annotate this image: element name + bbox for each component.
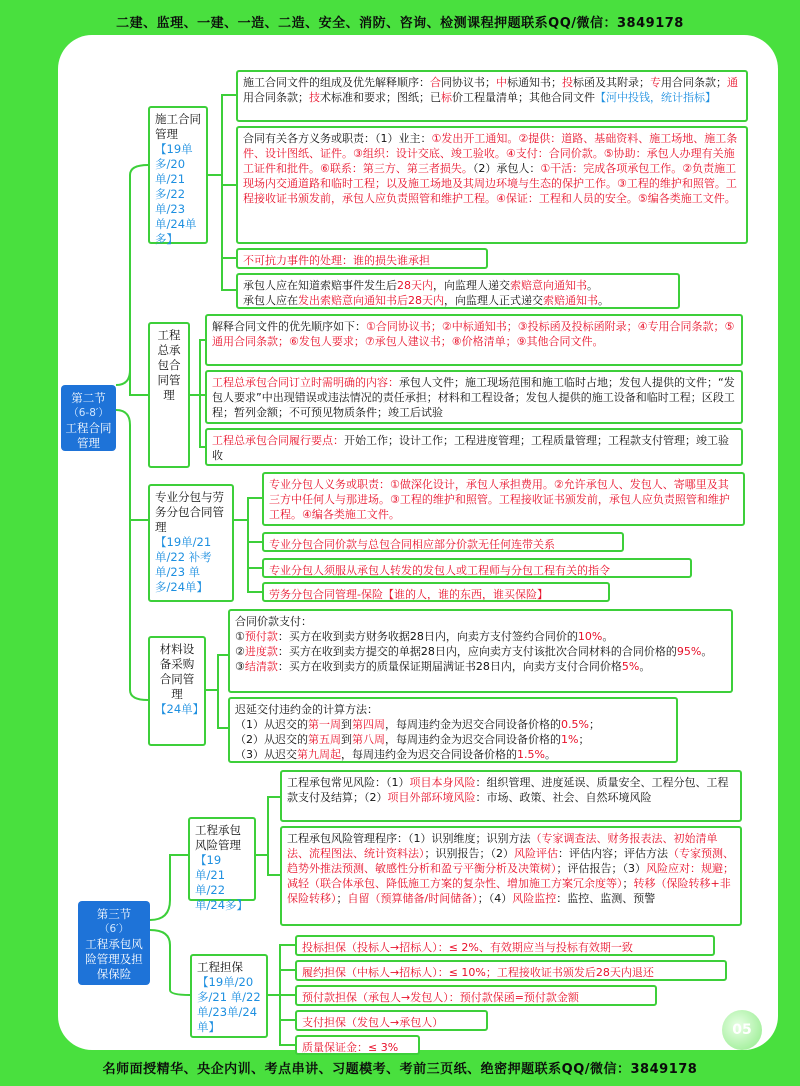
highlight: 第一周 <box>308 718 341 731</box>
node-name: 施工合同管理 <box>155 112 201 141</box>
text: 不可抗力事件的处理：谁的损失谁承担 <box>243 254 430 267</box>
highlight: 发出索赔意向通知书后28天内 <box>298 294 444 307</box>
highlight: 5% <box>621 660 640 673</box>
highlight: （专家调查法、财务报表法、初始清单法、流程图法、统计资料法） <box>287 832 718 860</box>
text: ；识别报告；（2） <box>424 847 514 860</box>
subcontract-node <box>148 484 234 602</box>
highlight: 预付款 <box>244 630 278 643</box>
text: 支付担保（发包人→承包人） <box>302 1016 444 1029</box>
text: 专业分包人须服从承包人转发的发包人或工程师与分包工程有关的指令 <box>269 564 610 577</box>
node-name: 工程担保 <box>197 960 243 974</box>
section-2-name: 工程合同管理 <box>65 421 112 450</box>
page-footer: 名师面授精华、央企内训、考点串讲、习题模考、考前三页纸、绝密押题联系QQ/微信：3849178 <box>102 1062 698 1077</box>
text: （2）从迟交的 <box>235 733 308 746</box>
text: 工程承包风险管理程序：（1）识别维度；识别方法 <box>287 832 531 845</box>
text: ：买方在收到卖方提交的单据28日内，应向卖方支付该批次合同材料的合同价格的 <box>277 645 677 658</box>
highlight: （专家预测、趋势外推法预测、敏感性分析和盈亏平衡分析及决策树） <box>287 847 734 875</box>
payment-line-3 <box>235 659 726 674</box>
engineering-guarantee-node <box>190 954 268 1038</box>
advance-payment-guarantee-box <box>295 985 657 1006</box>
highlight: 第五周 <box>308 733 341 746</box>
text: 到 <box>341 718 352 731</box>
text: ，每周违约金为迟交合同设备价格的 <box>385 718 561 731</box>
epc-doc-order-box <box>205 314 743 366</box>
text: 承包人应在 <box>243 294 298 307</box>
contract-doc-order-box <box>236 70 748 122</box>
text: 承包人文件；施工现场范围和施工临时占地；发包人提供的文件；“发包人要求”中出现错误或违法情况的责任承担；材料和工程设备；发包人提供的施工设备和临时工程；区段工程；暂列金额；不可预见物质条件；竣工后试验 <box>212 376 735 419</box>
text: 。 <box>587 279 598 292</box>
text: 合同有关各方义务或职责：（1）业主： <box>243 132 432 145</box>
text: 合同价款支付： <box>235 615 312 628</box>
text: 质量保证金：≤ 3% <box>302 1041 399 1054</box>
text: 到 <box>341 733 352 746</box>
section-3-name: 工程承包风险管理及担保保险 <box>85 937 143 981</box>
text: 术标准和要求；图纸；已 <box>320 91 441 104</box>
section-3-score: （6′） <box>98 923 130 935</box>
highlight: 第四周 <box>352 718 385 731</box>
text: 用合同条款； <box>243 91 309 104</box>
risk-procedure-box <box>280 826 742 926</box>
text: 工程承包常见风险：（1） <box>287 776 410 789</box>
highlight: 结清款 <box>244 660 278 673</box>
text: 开始工作；设计工作；工程进度管理；工程质量管理；工程款支付管理；竣工验收 <box>212 434 729 462</box>
page-number-badge: 05 <box>722 1010 762 1050</box>
highlight: 项目外部环境风险 <box>387 791 476 804</box>
highlight: 转移（保险转移+非保险转移） <box>287 877 731 905</box>
node-name: 工程总承包合同管理 <box>157 328 181 402</box>
contract-payment-box <box>228 609 733 693</box>
text: 用合同条款； <box>661 76 727 89</box>
text: 标函及其附录； <box>573 76 650 89</box>
text: ：买方在收到卖方的质量保证期届满证书28日内，向卖方支付合同价格 <box>277 660 622 673</box>
highlight: 技 <box>309 91 320 104</box>
text: ，向监理人递交 <box>433 279 510 292</box>
penalty-line-3 <box>235 747 671 762</box>
text: ；（4） <box>477 892 513 905</box>
text: ：监控、监测、预警 <box>556 892 656 905</box>
text: ，每周违约金为迟交合同设备价格的 <box>341 748 517 761</box>
text: ③ <box>235 660 245 673</box>
highlight: 1.5% <box>517 748 545 761</box>
text: 劳务分包合同管理-保险【谁的人，谁的东西，谁买保险】 <box>269 588 548 601</box>
text: 施工合同文件的组成及优先解释顺序： <box>243 76 430 89</box>
construction-contract-node <box>148 106 208 244</box>
labor-insurance-box <box>262 582 610 602</box>
section-3-label <box>78 901 150 985</box>
text: ； <box>578 733 590 746</box>
text: ：买方在收到卖方财务收据28日内，向卖方支付签约合同价的 <box>277 630 578 643</box>
node-name: 专业分包与劳务分包合同管理 <box>155 490 224 534</box>
highlight: 标 <box>441 91 452 104</box>
section-2-title: 第二节 <box>71 391 106 405</box>
text: （1）从迟交的 <box>235 718 308 731</box>
text: 预付款担保（承包人→发包人）：预付款保函=预付款金额 <box>302 991 579 1004</box>
highlight: 工程总承包合同履行要点： <box>212 434 344 447</box>
text: ，每周违约金为迟交合同设备价格的 <box>385 733 561 746</box>
mnemonic-tag: 【河中投钱，统计指标】 <box>595 91 716 104</box>
section-2-score: （6-8′） <box>68 407 109 419</box>
text: 迟延交付违约金的计算方法： <box>235 703 378 716</box>
party-duties-box <box>236 126 748 244</box>
subcontract-price-box <box>262 532 624 552</box>
text: ② <box>235 645 245 658</box>
highlight: 索赔意向通知书 <box>510 279 587 292</box>
epc-performance-box <box>205 428 743 466</box>
force-majeure-box <box>236 248 488 269</box>
text: 专业分包合同价款与总包合同相应部分价款无任何连带关系 <box>269 538 555 551</box>
highlight: 风险监控 <box>512 892 557 905</box>
highlight: ①合同协议书；②中标通知书；③投标函及投标函附录；④专用合同条款；⑤通用合同条款；⑥发包人要求；⑦承包人建议书；⑧价格清单；⑨其他合同文件。 <box>212 320 735 348</box>
text: 标通知书； <box>507 76 562 89</box>
highlight: 第八周 <box>352 733 385 746</box>
risk-management-node <box>188 817 256 912</box>
highlight: 索赔通知书 <box>543 294 598 307</box>
highlight: 风险应对：规避；减轻（联合体承包、降低施工方案的复杂性、增加施工方案冗余度等） <box>287 862 734 890</box>
highlight: 自留（预算储备/时间储备） <box>347 892 478 905</box>
highlight: 工程总承包合同订立时需明确的内容： <box>212 376 399 389</box>
highlight: 第九周起 <box>297 748 341 761</box>
highlight: 风险评估 <box>514 847 558 860</box>
quality-deposit-box <box>295 1035 420 1055</box>
text: 专业分包人义务或职责：①做深化设计，承包人承担费用。②允许承包人、发包人、寄哪里及其三方中任何人与那进场。③工程的维护和照管。工程接收证书颁发前，承包人应负责照管和维护工程。④编各类施工文件。 <box>269 478 730 521</box>
text: ；评估报告；（3） <box>556 862 646 875</box>
text: ：组织管理、进度延误、质量安全、工程分包、工程款支付及结算；（2） <box>287 776 729 804</box>
subcontract-instruction-box <box>262 558 692 578</box>
text: 价工程量清单；其他合同文件 <box>452 91 595 104</box>
highlight: 0.5% <box>561 718 589 731</box>
text: 。 <box>639 660 651 673</box>
penalty-line-1 <box>235 717 671 732</box>
text: ：评估内容；评估方法 <box>558 847 668 860</box>
epc-contract-content-box <box>205 370 743 424</box>
highlight: 中 <box>496 76 507 89</box>
text: （2）承包人： <box>472 162 541 175</box>
text: ，向监理人正式递交 <box>444 294 543 307</box>
epc-contract-node <box>148 322 190 468</box>
text: 。 <box>598 294 609 307</box>
penalty-line-2 <box>235 732 671 747</box>
section-2-label <box>61 385 116 451</box>
procurement-contract-node <box>148 636 206 746</box>
highlight: 投 <box>562 76 573 89</box>
payment-line-1 <box>235 629 726 644</box>
text: 。 <box>701 645 713 658</box>
bid-guarantee-box <box>295 935 715 956</box>
performance-guarantee-box <box>295 960 727 981</box>
payment-line-2 <box>235 644 726 659</box>
subcontractor-duties-box <box>262 472 745 526</box>
common-risk-box <box>280 770 742 822</box>
node-name: 材料设备采购合同管理 <box>159 642 195 701</box>
text: ① <box>235 630 245 643</box>
text: ：市场、政策、社会、自然环境风险 <box>475 791 652 804</box>
text: 履约担保（中标人→招标人）：≤ 10%；工程接收证书颁发后28天内退还 <box>302 966 654 979</box>
exam-tag: 【19单/20多/21 单/22单/23单/24 单】 <box>197 975 261 1034</box>
payment-guarantee-box <box>295 1010 488 1031</box>
exam-tag: 【24单】 <box>155 702 205 716</box>
section-3-title: 第三节 <box>96 907 132 921</box>
exam-tag: 【19单/21单/22 补考单/23 单多/24单】 <box>155 535 212 594</box>
highlight: 通 <box>727 76 738 89</box>
text: 承包人应在知道索赔事件发生后 <box>243 279 397 292</box>
text: 解释合同文件的优先顺序如下： <box>212 320 366 333</box>
text: 投标担保（投标人→招标人）：≤ 2%、有效期应当与投标有效期一致 <box>302 941 633 954</box>
exam-tag: 【19单多/20单/21多/22单/23单/24单多】 <box>155 142 197 246</box>
highlight: 项目本身风险 <box>409 776 476 789</box>
highlight: ①干活：完成各项承包工作。②负责施工现场内交通道路和临时工程；以及施工场地及其周边环境与生态的保护工作。③工程的维护和照管。工程接收证书颁发前，承包人应负责照管和维护工程。④保证：工程和人员的安全。⑤编各类施工文件。 <box>243 162 737 205</box>
highlight: 28天内 <box>397 279 433 292</box>
page-header: 二建、监理、一建、一造、二造、安全、消防、咨询、检测课程押题联系QQ/微信：3849178 <box>116 16 684 31</box>
highlight: 95% <box>676 645 702 658</box>
exam-tag: 【19单/21单/22 单/24多】 <box>195 853 249 912</box>
claim-notice-box <box>236 273 680 309</box>
text: （3）从迟交 <box>235 748 297 761</box>
highlight: 1% <box>561 733 579 746</box>
highlight: 合 <box>430 76 441 89</box>
highlight: 10% <box>577 630 603 643</box>
highlight: 进度款 <box>244 645 278 658</box>
text: ； <box>588 718 600 731</box>
highlight: 专 <box>650 76 661 89</box>
text: 。 <box>544 748 556 761</box>
text: 同协议书； <box>441 76 496 89</box>
late-delivery-penalty-box <box>228 697 678 763</box>
text: 。 <box>602 630 614 643</box>
highlight: ①发出开工通知。②提供：道路、基础资料、施工场地、施工条件、设计图纸、证件。③组织：设计交底、竣工验收。④支付：合同价款。⑤协助：承包人办理有关施工证件和批件。⑥联系：第三方、第三者损失。 <box>243 132 738 175</box>
text: ； <box>336 892 348 905</box>
node-name: 工程承包风险管理 <box>195 823 241 852</box>
text: ； <box>622 877 634 890</box>
